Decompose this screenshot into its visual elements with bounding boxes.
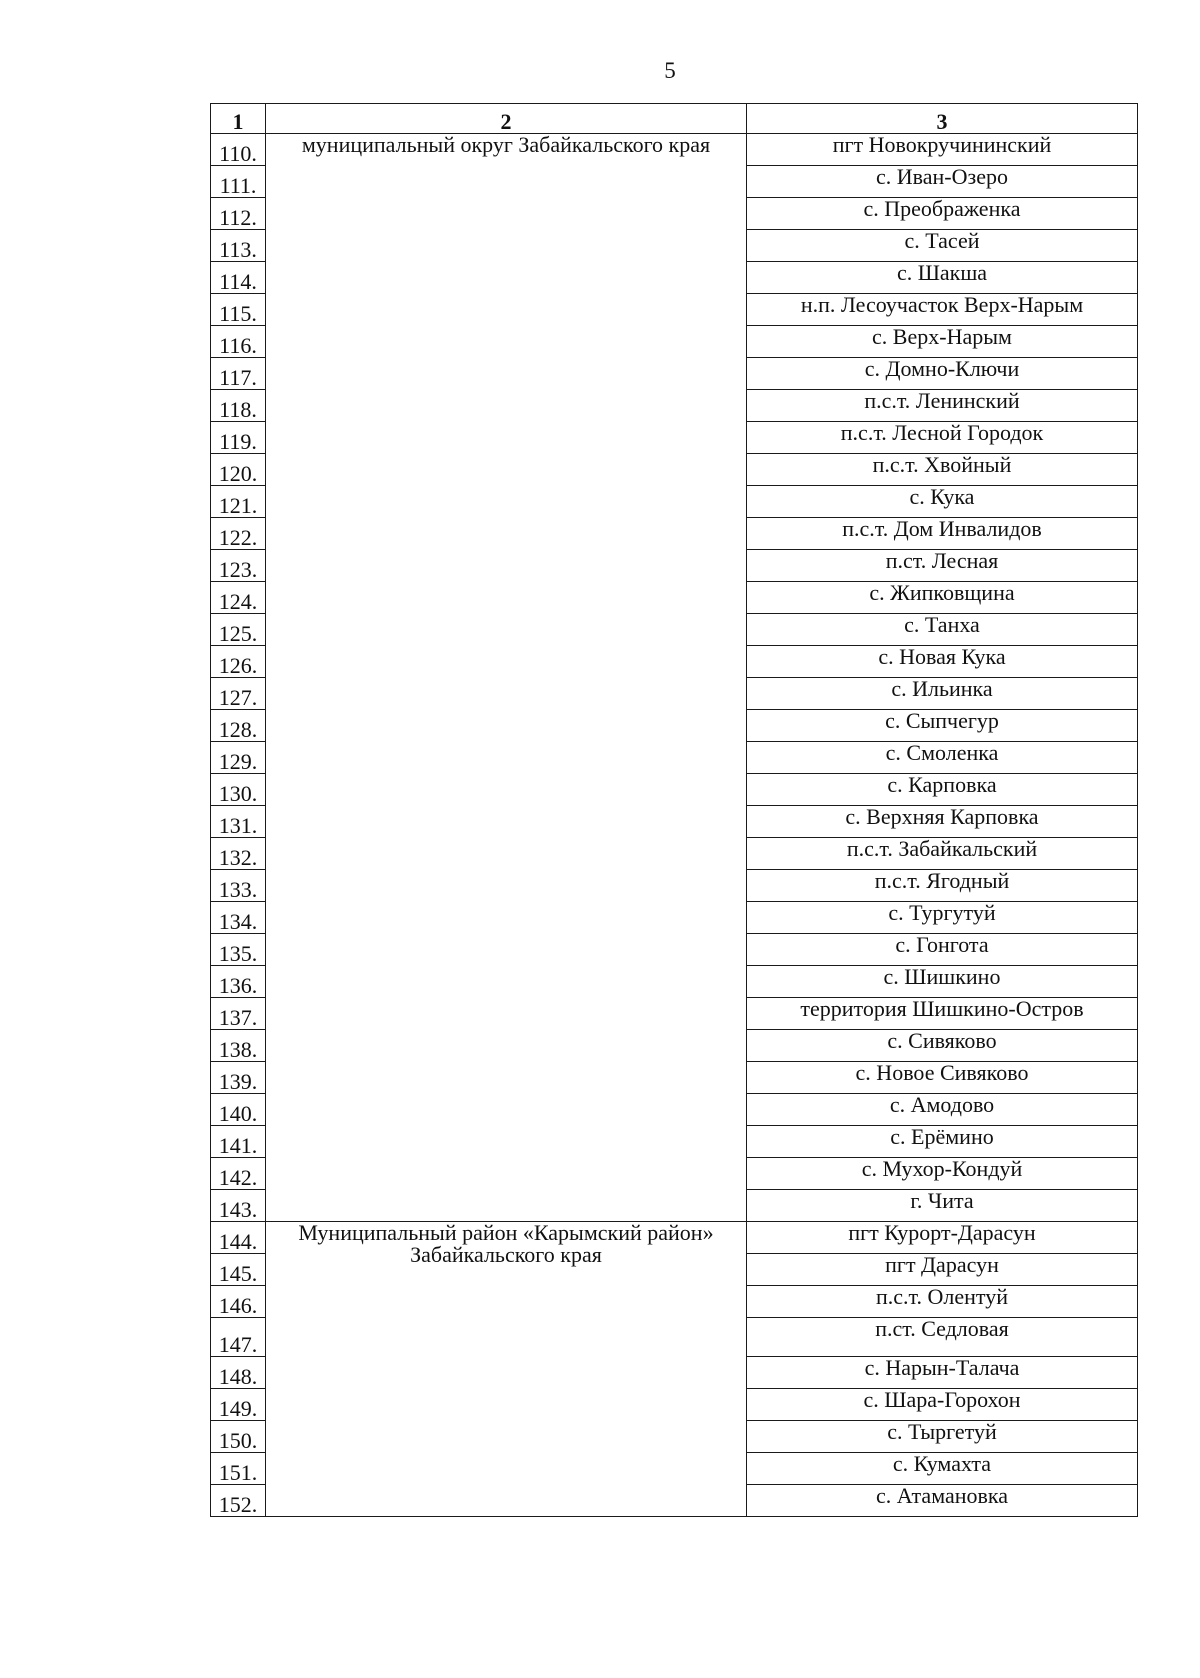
settlement-name: с. Ерёмино: [747, 1126, 1138, 1158]
row-number: 143.: [211, 1190, 266, 1222]
settlement-name: н.п. Лесоучасток Верх-Нарым: [747, 294, 1138, 326]
table-header-row: [211, 104, 1138, 134]
settlement-name: г. Чита: [747, 1190, 1138, 1222]
row-number: 120.: [211, 454, 266, 486]
settlement-name: с. Тыргетуй: [747, 1421, 1138, 1453]
settlement-name: п.с.т. Ягодный: [747, 870, 1138, 902]
row-number: 150.: [211, 1421, 266, 1453]
settlement-name: с. Новая Кука: [747, 646, 1138, 678]
table-body: [211, 134, 1138, 1517]
settlement-name: с. Смоленка: [747, 742, 1138, 774]
header-col-3: 3: [747, 104, 1138, 134]
row-number: 151.: [211, 1453, 266, 1485]
row-number: 145.: [211, 1254, 266, 1286]
settlement-name: с. Домно-Ключи: [747, 358, 1138, 390]
row-number: 135.: [211, 934, 266, 966]
row-number: 147.: [211, 1318, 266, 1357]
row-number: 127.: [211, 678, 266, 710]
page-number: 5: [664, 58, 676, 83]
header-col-1: 1: [211, 104, 266, 134]
row-number: 130.: [211, 774, 266, 806]
settlement-name: с. Карповка: [747, 774, 1138, 806]
row-number: 146.: [211, 1286, 266, 1318]
settlement-name: п.с.т. Дом Инвалидов: [747, 518, 1138, 550]
row-number: 152.: [211, 1485, 266, 1517]
settlement-name: с. Тасей: [747, 230, 1138, 262]
settlement-name: с. Мухор-Кондуй: [747, 1158, 1138, 1190]
row-number: 118.: [211, 390, 266, 422]
settlement-name: с. Гонгота: [747, 934, 1138, 966]
row-number: 133.: [211, 870, 266, 902]
settlement-name: с. Нарын-Талача: [747, 1357, 1138, 1389]
settlement-name: п.с.т. Хвойный: [747, 454, 1138, 486]
settlement-name: с. Сыпчегур: [747, 710, 1138, 742]
settlement-name: пгт Новокручининский: [747, 134, 1138, 166]
settlement-name: с. Шакша: [747, 262, 1138, 294]
municipality-cell: муниципальный округ Забайкальского края: [266, 134, 747, 1222]
row-number: 128.: [211, 710, 266, 742]
settlement-name: п.ст. Седловая: [747, 1318, 1138, 1357]
table-row: [211, 1222, 1138, 1254]
row-number: 113.: [211, 230, 266, 262]
settlement-name: с. Тургутуй: [747, 902, 1138, 934]
row-number: 112.: [211, 198, 266, 230]
row-number: 115.: [211, 294, 266, 326]
row-number: 134.: [211, 902, 266, 934]
row-number: 139.: [211, 1062, 266, 1094]
row-number: 111.: [211, 166, 266, 198]
table-row: [211, 134, 1138, 166]
row-number: 144.: [211, 1222, 266, 1254]
row-number: 114.: [211, 262, 266, 294]
settlement-name: территория Шишкино-Остров: [747, 998, 1138, 1030]
settlements-table: [210, 103, 1138, 1517]
row-number: 138.: [211, 1030, 266, 1062]
settlement-name: п.с.т. Ленинский: [747, 390, 1138, 422]
row-number: 116.: [211, 326, 266, 358]
row-number: 142.: [211, 1158, 266, 1190]
row-number: 122.: [211, 518, 266, 550]
row-number: 141.: [211, 1126, 266, 1158]
settlement-name: п.с.т. Забайкальский: [747, 838, 1138, 870]
row-number: 126.: [211, 646, 266, 678]
row-number: 137.: [211, 998, 266, 1030]
settlement-name: с. Иван-Озеро: [747, 166, 1138, 198]
settlement-name: с. Шара-Горохон: [747, 1389, 1138, 1421]
settlement-name: п.ст. Лесная: [747, 550, 1138, 582]
settlement-name: с. Сивяково: [747, 1030, 1138, 1062]
municipality-cell: Муниципальный район «Карымский район» Забайкальского края: [266, 1222, 747, 1517]
row-number: 125.: [211, 614, 266, 646]
row-number: 136.: [211, 966, 266, 998]
settlement-name: с. Ильинка: [747, 678, 1138, 710]
row-number: 117.: [211, 358, 266, 390]
row-number: 148.: [211, 1357, 266, 1389]
row-number: 149.: [211, 1389, 266, 1421]
settlement-name: пгт Дарасун: [747, 1254, 1138, 1286]
settlement-name: с. Кумахта: [747, 1453, 1138, 1485]
settlement-name: с. Атамановка: [747, 1485, 1138, 1517]
settlement-name: п.с.т. Олентуй: [747, 1286, 1138, 1318]
settlement-name: с. Верхняя Карповка: [747, 806, 1138, 838]
settlement-name: с. Жипковщина: [747, 582, 1138, 614]
header-col-2: 2: [266, 104, 747, 134]
row-number: 123.: [211, 550, 266, 582]
settlement-name: с. Кука: [747, 486, 1138, 518]
settlement-name: пгт Курорт-Дарасун: [747, 1222, 1138, 1254]
row-number: 140.: [211, 1094, 266, 1126]
settlement-name: с. Новое Сивяково: [747, 1062, 1138, 1094]
row-number: 129.: [211, 742, 266, 774]
row-number: 121.: [211, 486, 266, 518]
row-number: 131.: [211, 806, 266, 838]
settlement-name: с. Шишкино: [747, 966, 1138, 998]
row-number: 132.: [211, 838, 266, 870]
row-number: 119.: [211, 422, 266, 454]
settlement-name: с. Преображенка: [747, 198, 1138, 230]
settlement-name: п.с.т. Лесной Городок: [747, 422, 1138, 454]
row-number: 124.: [211, 582, 266, 614]
settlement-name: с. Верх-Нарым: [747, 326, 1138, 358]
settlement-name: с. Танха: [747, 614, 1138, 646]
settlement-name: с. Амодово: [747, 1094, 1138, 1126]
row-number: 110.: [211, 134, 266, 166]
